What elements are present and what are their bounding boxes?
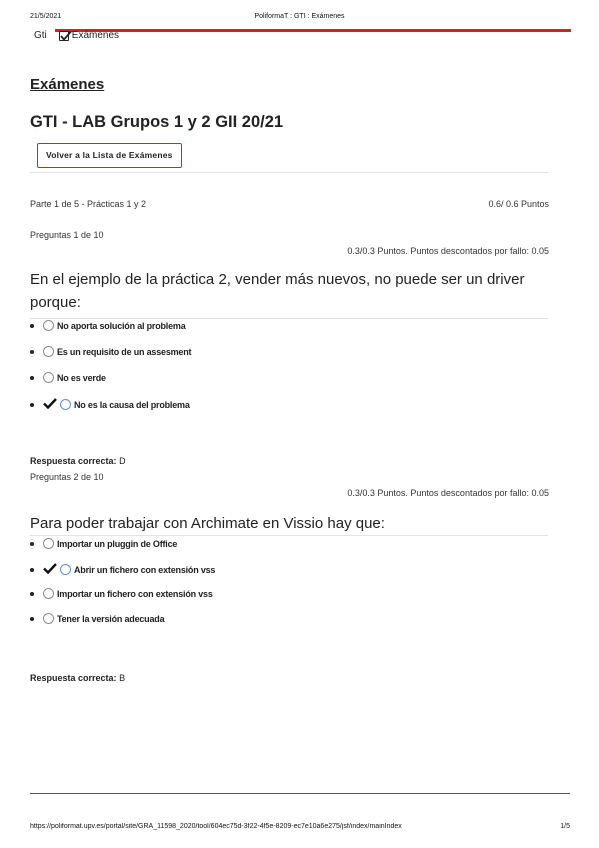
print-title: PoliformaT : GTI : Exámenes: [254, 13, 345, 20]
header-accent-bar: [55, 29, 571, 32]
breadcrumb-site[interactable]: Gti: [34, 30, 47, 41]
option-item[interactable]: [30, 346, 191, 357]
option-label: No aporta solución al problema: [57, 320, 186, 331]
option-label: Tener la versión adecuada: [57, 613, 165, 624]
radio-icon[interactable]: [43, 346, 54, 357]
option-item-selected[interactable]: [30, 563, 215, 576]
divider: [30, 535, 548, 536]
part-label: Parte 1 de 5 - Prácticas 1 y 2: [30, 199, 147, 209]
print-date: 21/5/2021: [30, 13, 62, 20]
option-label: Abrir un fichero con extensión vss: [74, 564, 216, 575]
option-label: Importar un fichero con extensión vss: [57, 588, 213, 599]
correct-answer-label: Respuesta correcta:: [30, 456, 117, 466]
option-item[interactable]: [30, 588, 213, 599]
option-item[interactable]: [30, 613, 164, 624]
option-label: Es un requisito de un assesment: [57, 346, 192, 357]
option-label: No es verde: [57, 372, 106, 383]
bullet: [30, 568, 34, 572]
bullet: [30, 403, 34, 407]
question-score: 0.3/0.3 Puntos. Puntos descontados por fallo: 0.05: [347, 488, 549, 498]
divider: [30, 172, 548, 173]
option-item[interactable]: [30, 320, 186, 331]
footer-url: https://poliformat.upv.es/portal/site/GRA_11598_2020/tool/604ec75d-3f22-4f5e-8209-ec7e10a6e275/jsf/index/mainIndex: [30, 823, 402, 830]
radio-icon[interactable]: [60, 564, 71, 575]
option-label: Importar un pluggin de Office: [57, 538, 178, 549]
option-item[interactable]: [30, 372, 106, 383]
correct-answer-value: D: [119, 456, 126, 466]
question-text: Para poder trabajar con Archimate en Vissio hay que:: [30, 515, 385, 532]
correct-answer: [30, 673, 125, 683]
bullet: [30, 592, 34, 596]
correct-answer: [30, 456, 126, 466]
radio-icon[interactable]: [43, 320, 54, 331]
breadcrumb: [34, 30, 119, 41]
breadcrumb-tool[interactable]: Exámenes: [71, 30, 120, 41]
option-item-selected[interactable]: [30, 398, 190, 411]
bullet: [30, 617, 34, 621]
bullet: [30, 324, 34, 328]
divider: [30, 318, 548, 319]
checkbox-checked-icon: [59, 31, 69, 41]
footer-page-number: 1/5: [560, 823, 570, 830]
checkmark-icon: [43, 398, 57, 411]
section-heading: Exámenes: [30, 76, 105, 93]
back-to-list-button[interactable]: Volver a la Lista de Exámenes: [37, 143, 182, 168]
bullet: [30, 542, 34, 546]
question-score: 0.3/0.3 Puntos. Puntos descontados por fallo: 0.05: [347, 246, 549, 256]
bullet: [30, 350, 34, 354]
correct-answer-label: Respuesta correcta:: [30, 673, 117, 683]
option-label: No es la causa del problema: [74, 399, 190, 410]
correct-answer-value: B: [119, 673, 126, 683]
bullet: [30, 376, 34, 380]
part-points: 0.6/ 0.6 Puntos: [488, 199, 549, 209]
radio-icon[interactable]: [43, 613, 54, 624]
radio-icon[interactable]: [43, 538, 54, 549]
exam-title: GTI - LAB Grupos 1 y 2 GII 20/21: [30, 113, 284, 131]
option-item[interactable]: [30, 538, 177, 549]
radio-icon[interactable]: [43, 372, 54, 383]
footer-divider: [30, 793, 570, 794]
question-counter: Preguntas 1 de 10: [30, 230, 104, 240]
question-counter: Preguntas 2 de 10: [30, 472, 104, 482]
checkmark-icon: [43, 563, 57, 576]
question-text: En el ejemplo de la práctica 2, vender más nuevos, no puede ser un driver porque:: [30, 271, 525, 311]
radio-icon[interactable]: [43, 588, 54, 599]
radio-icon[interactable]: [60, 399, 71, 410]
